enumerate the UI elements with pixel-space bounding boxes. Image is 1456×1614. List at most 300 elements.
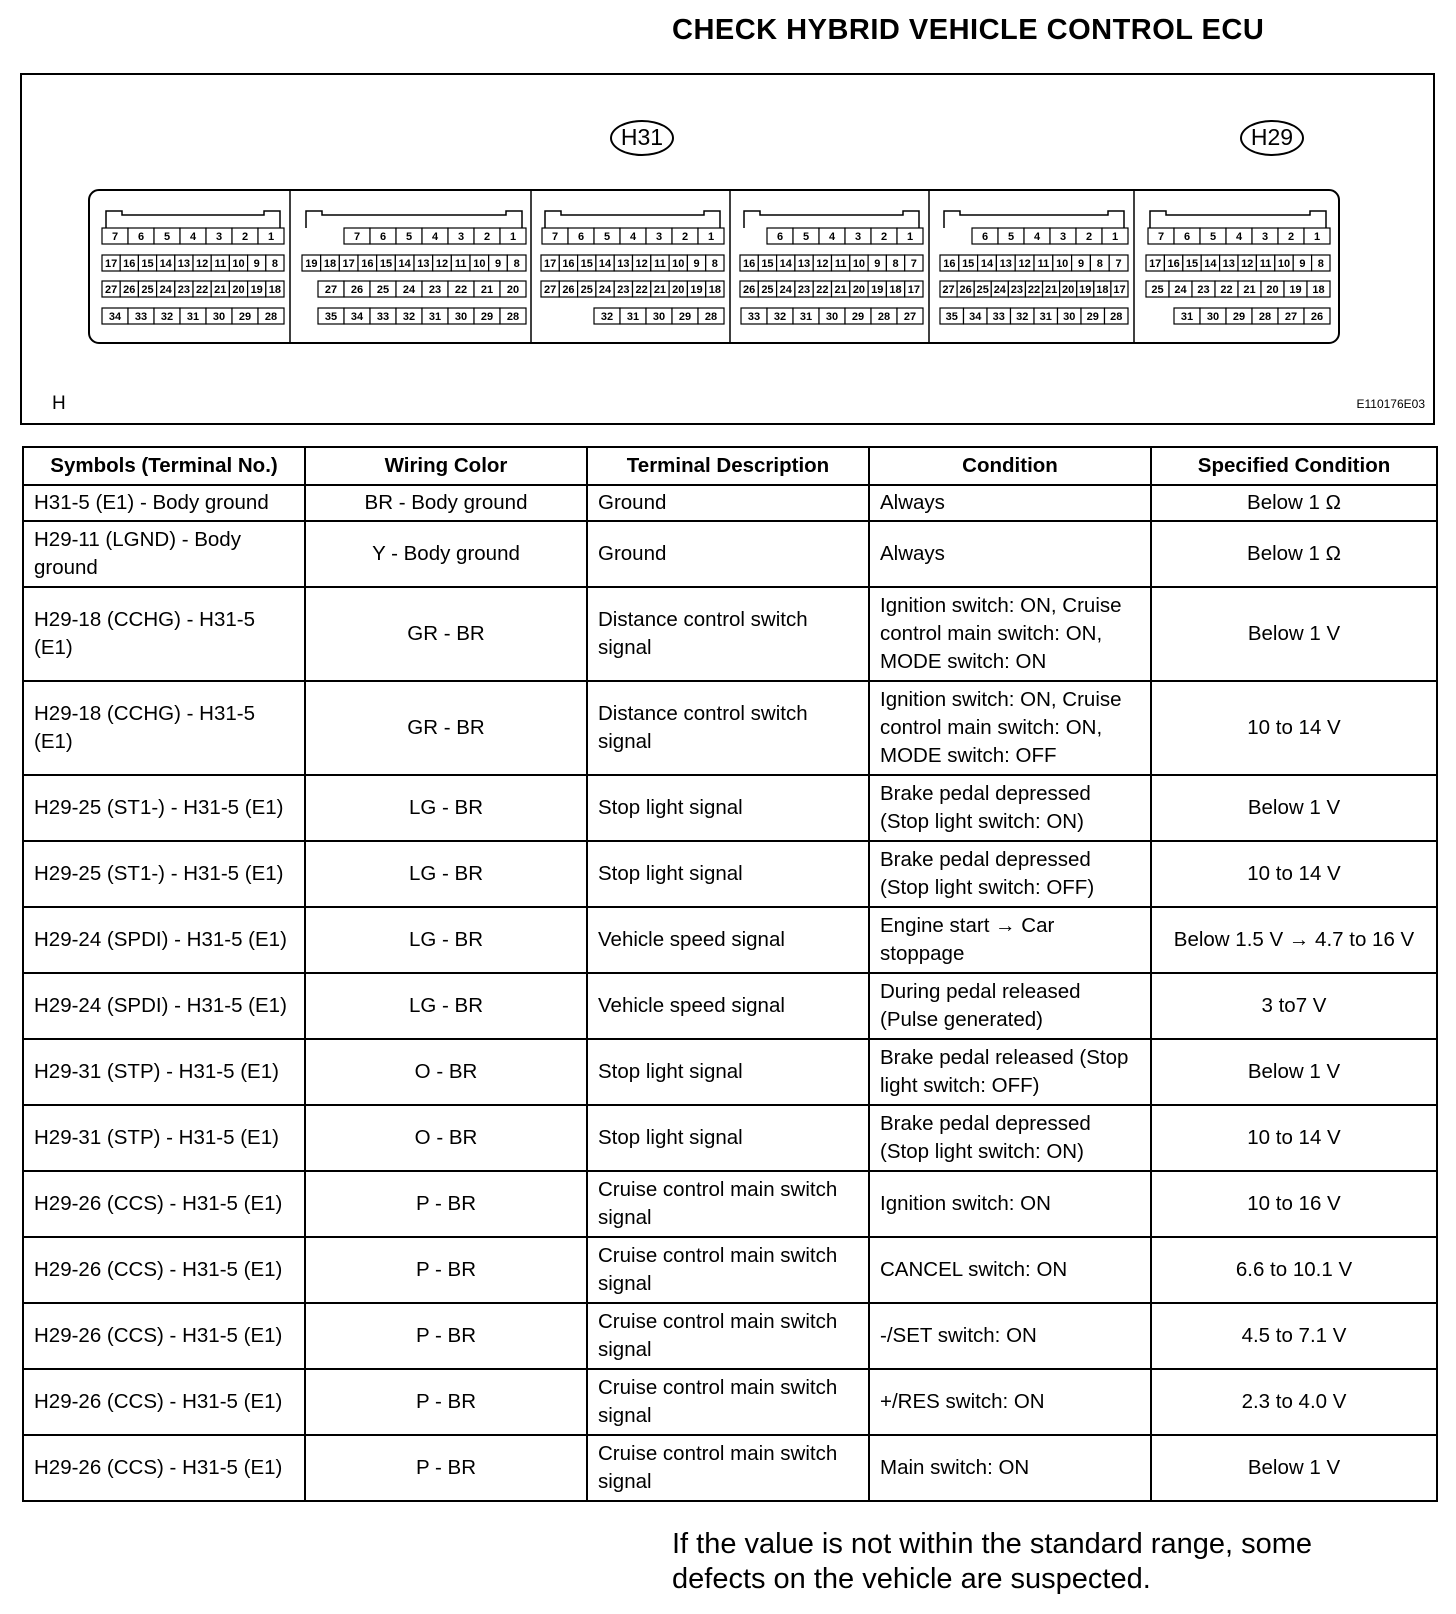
- pin-number: 1: [707, 231, 715, 243]
- pin-number: 19: [1289, 284, 1302, 296]
- pin-number: 14: [159, 258, 172, 270]
- pin-number: 20: [232, 284, 245, 296]
- header-terminal-description: Terminal Description: [587, 447, 869, 485]
- pin-number: 19: [250, 284, 263, 296]
- cell-wiring-color: LG - BR: [305, 973, 587, 1039]
- pin-number: 29: [851, 311, 865, 323]
- cell-symbol: H29-31 (STP) - H31-5 (E1): [23, 1039, 305, 1105]
- pin-number: 20: [852, 284, 866, 296]
- cell-wiring-color: P - BR: [305, 1435, 587, 1501]
- pin-number: 21: [1044, 284, 1058, 296]
- corner-label: H: [52, 393, 66, 414]
- connector-latch: [106, 211, 280, 228]
- cell-wiring-color: P - BR: [305, 1237, 587, 1303]
- pin-number: 3: [854, 231, 862, 243]
- pin-number: 8: [1096, 258, 1103, 270]
- pin-number: 21: [834, 284, 847, 296]
- header-symbols: Symbols (Terminal No.): [23, 447, 305, 485]
- table-row: [23, 1105, 1437, 1171]
- table-header-row: [23, 447, 1437, 485]
- pin-number: 30: [212, 311, 226, 323]
- pin-number: 11: [834, 258, 847, 270]
- cell-symbol: H29-18 (CCHG) - H31-5 (E1): [23, 681, 305, 775]
- cell-wiring-color: LG - BR: [305, 841, 587, 907]
- pin-number: 9: [1077, 258, 1085, 270]
- pin-number: 9: [693, 258, 700, 270]
- pin-number: 22: [454, 284, 468, 296]
- cell-specified: Below 1 V: [1151, 1039, 1437, 1105]
- pin-number: 24: [598, 284, 612, 296]
- pin-number: 17: [342, 258, 355, 270]
- pin-number: 29: [678, 311, 692, 323]
- pin-number: 25: [580, 284, 593, 296]
- pin-number: 9: [253, 258, 260, 270]
- pin-number: 12: [435, 258, 449, 270]
- pin-number: 18: [323, 258, 337, 270]
- pin-number: 2: [1085, 231, 1093, 243]
- pin-number: 10: [672, 258, 685, 270]
- pin-number: 23: [428, 284, 442, 296]
- cell-condition: +/RES switch: ON: [869, 1369, 1151, 1435]
- pin-number: 10: [1277, 258, 1291, 270]
- pin-number: 27: [544, 284, 557, 296]
- pin-number: 11: [654, 258, 666, 270]
- pin-number: 13: [617, 258, 630, 270]
- cell-wiring-color: P - BR: [305, 1171, 587, 1237]
- pin-number: 16: [743, 258, 756, 270]
- pin-number: 15: [1185, 258, 1199, 270]
- cell-condition: Ignition switch: ON, Cruise control main switch: ON, MODE switch: OFF: [869, 681, 1151, 775]
- cell-wiring-color: O - BR: [305, 1105, 587, 1171]
- pin-number: 28: [264, 311, 278, 323]
- pin-number: 6: [981, 231, 989, 243]
- pin-number: 16: [943, 258, 956, 270]
- pin-number: 12: [1018, 258, 1031, 270]
- pin-number: 26: [350, 284, 364, 296]
- cell-condition: Brake pedal depressed (Stop light switch: ON): [869, 1105, 1151, 1171]
- pin-number: 1: [906, 231, 914, 243]
- pin-number: 16: [361, 258, 374, 270]
- table-row: [23, 1303, 1437, 1369]
- connector-drawing: [22, 75, 1433, 423]
- pin-number: 25: [376, 284, 390, 296]
- pin-number: 7: [1115, 258, 1122, 270]
- pin-number: 33: [992, 311, 1005, 323]
- pin-number: 12: [1241, 258, 1254, 270]
- pin-number: 20: [506, 284, 520, 296]
- pin-number: 13: [1222, 258, 1235, 270]
- pin-number: 33: [134, 311, 148, 323]
- pin-number: 24: [402, 284, 416, 296]
- pin-number: 13: [797, 258, 811, 270]
- pin-number: 6: [776, 231, 784, 243]
- pin-number: 22: [1027, 284, 1041, 296]
- cell-description: Stop light signal: [587, 1039, 869, 1105]
- pin-number: 27: [104, 284, 118, 296]
- table-row: [23, 1435, 1437, 1501]
- pin-number: 27: [903, 311, 917, 323]
- pin-number: 21: [214, 284, 227, 296]
- cell-condition: Brake pedal depressed (Stop light switch: OFF): [869, 841, 1151, 907]
- pin-number: 31: [1180, 311, 1194, 323]
- cell-specified: Below 1.5 V → 4.7 to 16 V: [1151, 907, 1437, 973]
- pin-number: 23: [1010, 284, 1024, 296]
- pin-number: 17: [1149, 258, 1162, 270]
- pin-number: 2: [483, 231, 491, 243]
- pin-number: 19: [1079, 284, 1092, 296]
- pin-number: 20: [1062, 284, 1075, 296]
- pin-number: 34: [108, 311, 122, 323]
- pin-number: 22: [195, 284, 209, 296]
- cell-symbol: H29-26 (CCS) - H31-5 (E1): [23, 1435, 305, 1501]
- pin-number: 24: [993, 284, 1006, 296]
- connector-latch: [306, 211, 522, 228]
- pin-number: 3: [457, 231, 465, 243]
- pin-number: 35: [324, 311, 338, 323]
- cell-specified: Below 1 Ω: [1151, 485, 1437, 521]
- pin-number: 27: [1284, 311, 1298, 323]
- cell-symbol: H29-11 (LGND) - Body ground: [23, 521, 305, 587]
- pin-number: 12: [816, 258, 829, 270]
- pin-number: 30: [1206, 311, 1220, 323]
- pin-number: 8: [271, 258, 278, 270]
- cell-symbol: H31-5 (E1) - Body ground: [23, 485, 305, 521]
- header-specified-condition: Specified Condition: [1151, 447, 1437, 485]
- pin-number: 14: [1204, 258, 1217, 270]
- pin-number: 11: [454, 258, 467, 270]
- pin-number: 28: [1110, 311, 1123, 323]
- cell-condition: Main switch: ON: [869, 1435, 1151, 1501]
- pin-number: 19: [690, 284, 703, 296]
- pin-number: 21: [653, 284, 667, 296]
- pin-number: 7: [910, 258, 917, 270]
- pin-number: 21: [1243, 284, 1256, 296]
- pin-number: 4: [1235, 231, 1243, 243]
- cell-specified: 10 to 14 V: [1151, 841, 1437, 907]
- pin-number: 25: [1151, 284, 1164, 296]
- pin-number: 25: [976, 284, 989, 296]
- pin-number: 6: [379, 231, 387, 243]
- cell-condition: During pedal released (Pulse generated): [869, 973, 1151, 1039]
- pin-number: 27: [324, 284, 338, 296]
- pin-number: 24: [1174, 284, 1187, 296]
- pin-number: 1: [267, 231, 275, 243]
- cell-description: Stop light signal: [587, 1105, 869, 1171]
- pin-number: 24: [779, 284, 792, 296]
- cell-wiring-color: GR - BR: [305, 681, 587, 775]
- pin-number: 5: [1209, 231, 1217, 243]
- pin-number: 30: [454, 311, 468, 323]
- pin-number: 12: [195, 258, 209, 270]
- pin-number: 25: [761, 284, 774, 296]
- pin-number: 4: [189, 231, 197, 243]
- cell-specified: Below 1 V: [1151, 775, 1437, 841]
- cell-specified: Below 1 Ω: [1151, 521, 1437, 587]
- table-row: [23, 1039, 1437, 1105]
- pin-number: 1: [1111, 231, 1119, 243]
- connector-latch: [944, 211, 1124, 228]
- pin-number: 22: [635, 284, 648, 296]
- pin-number: 25: [141, 284, 154, 296]
- cell-wiring-color: LG - BR: [305, 907, 587, 973]
- pin-number: 18: [268, 284, 282, 296]
- pin-number: 21: [480, 284, 494, 296]
- pin-number: 22: [816, 284, 829, 296]
- table-row: [23, 485, 1437, 521]
- cell-description: Ground: [587, 521, 869, 587]
- connector-latch: [545, 211, 720, 228]
- cell-symbol: H29-25 (ST1-) - H31-5 (E1): [23, 775, 305, 841]
- pin-number: 11: [1259, 258, 1272, 270]
- cell-description: Ground: [587, 485, 869, 521]
- cell-description: Cruise control main switch signal: [587, 1237, 869, 1303]
- pin-number: 15: [962, 258, 975, 270]
- pin-number: 8: [711, 258, 718, 270]
- cell-symbol: H29-25 (ST1-) - H31-5 (E1): [23, 841, 305, 907]
- pin-number: 34: [350, 311, 364, 323]
- pin-number: 29: [238, 311, 252, 323]
- pin-number: 17: [544, 258, 557, 270]
- pin-number: 9: [874, 258, 881, 270]
- pin-number: 13: [417, 258, 430, 270]
- terminal-table: [22, 446, 1438, 1502]
- pin-number: 14: [398, 258, 411, 270]
- pin-number: 8: [892, 258, 899, 270]
- pin-number: 6: [137, 231, 145, 243]
- pin-number: 9: [494, 258, 502, 270]
- cell-condition: CANCEL switch: ON: [869, 1237, 1151, 1303]
- table-row: [23, 973, 1437, 1039]
- pin-number: 2: [880, 231, 888, 243]
- pin-number: 12: [635, 258, 648, 270]
- pin-number: 23: [177, 284, 191, 296]
- pin-number: 26: [562, 284, 575, 296]
- pin-number: 9: [1299, 258, 1306, 270]
- footer-note: If the value is not within the standard range, some defects on the vehicle are suspected.: [672, 1528, 1312, 1595]
- pin-number: 8: [513, 258, 520, 270]
- cell-wiring-color: Y - Body ground: [305, 521, 587, 587]
- pin-number: 32: [1016, 311, 1029, 323]
- cell-specified: 6.6 to 10.1 V: [1151, 1237, 1437, 1303]
- pin-number: 5: [603, 231, 611, 243]
- pin-number: 4: [828, 231, 836, 243]
- pin-number: 16: [562, 258, 575, 270]
- cell-description: Cruise control main switch signal: [587, 1435, 869, 1501]
- pin-number: 28: [704, 311, 718, 323]
- pin-number: 29: [480, 311, 494, 323]
- pin-number: 14: [598, 258, 612, 270]
- pin-number: 28: [506, 311, 520, 323]
- pin-number: 30: [1063, 311, 1076, 323]
- pin-number: 31: [186, 311, 200, 323]
- pin-number: 28: [877, 311, 891, 323]
- pin-number: 15: [379, 258, 393, 270]
- pin-number: 3: [215, 231, 223, 243]
- pin-number: 18: [708, 284, 721, 296]
- header-condition: Condition: [869, 447, 1151, 485]
- pin-number: 7: [353, 231, 361, 243]
- pin-number: 13: [177, 258, 191, 270]
- pin-number: 1: [509, 231, 517, 243]
- pin-number: 4: [1033, 231, 1041, 243]
- pin-number: 15: [761, 258, 774, 270]
- pin-number: 26: [123, 284, 136, 296]
- cell-symbol: H29-26 (CCS) - H31-5 (E1): [23, 1237, 305, 1303]
- pin-number: 8: [1317, 258, 1324, 270]
- pin-number: 17: [1113, 284, 1126, 296]
- connector-latch: [1150, 211, 1326, 228]
- cell-specified: 4.5 to 7.1 V: [1151, 1303, 1437, 1369]
- pin-number: 20: [1266, 284, 1279, 296]
- cell-wiring-color: GR - BR: [305, 587, 587, 681]
- pin-number: 6: [577, 231, 585, 243]
- table-row: [23, 1171, 1437, 1237]
- pin-number: 31: [428, 311, 442, 323]
- pin-number: 30: [652, 311, 666, 323]
- pin-number: 13: [999, 258, 1012, 270]
- cell-condition: Engine start → Car stoppage: [869, 907, 1151, 973]
- connector-label-h29: H29: [1240, 120, 1304, 156]
- cell-symbol: H29-24 (SPDI) - H31-5 (E1): [23, 973, 305, 1039]
- cell-description: Vehicle speed signal: [587, 973, 869, 1039]
- pin-number: 23: [1197, 284, 1210, 296]
- pin-number: 34: [969, 311, 982, 323]
- pin-number: 27: [942, 284, 955, 296]
- cell-wiring-color: P - BR: [305, 1369, 587, 1435]
- pin-number: 4: [629, 231, 637, 243]
- pin-number: 19: [305, 258, 318, 270]
- pin-number: 15: [141, 258, 154, 270]
- pin-number: 6: [1183, 231, 1191, 243]
- cell-symbol: H29-26 (CCS) - H31-5 (E1): [23, 1171, 305, 1237]
- pin-number: 10: [473, 258, 486, 270]
- header-wiring-color: Wiring Color: [305, 447, 587, 485]
- pin-number: 26: [959, 284, 972, 296]
- connector-diagram: [20, 73, 1435, 425]
- pin-number: 24: [159, 284, 172, 296]
- cell-specified: 2.3 to 4.0 V: [1151, 1369, 1437, 1435]
- cell-description: Cruise control main switch signal: [587, 1369, 869, 1435]
- pin-number: 10: [852, 258, 866, 270]
- pin-number: 35: [945, 311, 958, 323]
- cell-symbol: H29-26 (CCS) - H31-5 (E1): [23, 1369, 305, 1435]
- table-row: [23, 587, 1437, 681]
- pin-number: 16: [123, 258, 136, 270]
- cell-condition: Always: [869, 521, 1151, 587]
- pin-number: 32: [402, 311, 416, 323]
- pin-number: 5: [405, 231, 413, 243]
- pin-number: 18: [889, 284, 902, 296]
- table-row: [23, 681, 1437, 775]
- cell-description: Cruise control main switch signal: [587, 1171, 869, 1237]
- cell-wiring-color: O - BR: [305, 1039, 587, 1105]
- pin-number: 22: [1220, 284, 1233, 296]
- pin-number: 5: [802, 231, 810, 243]
- cell-specified: Below 1 V: [1151, 587, 1437, 681]
- cell-specified: 10 to 16 V: [1151, 1171, 1437, 1237]
- pin-number: 2: [241, 231, 249, 243]
- pin-number: 10: [232, 258, 245, 270]
- pin-number: 31: [1039, 311, 1052, 323]
- cell-wiring-color: P - BR: [305, 1303, 587, 1369]
- pin-number: 19: [871, 284, 884, 296]
- cell-symbol: H29-26 (CCS) - H31-5 (E1): [23, 1303, 305, 1369]
- cell-condition: -/SET switch: ON: [869, 1303, 1151, 1369]
- pin-number: 14: [980, 258, 994, 270]
- pin-number: 23: [797, 284, 811, 296]
- pin-number: 18: [1312, 284, 1325, 296]
- pin-number: 32: [600, 311, 614, 323]
- pin-number: 15: [580, 258, 593, 270]
- cell-description: Cruise control main switch signal: [587, 1303, 869, 1369]
- pin-number: 20: [672, 284, 685, 296]
- pin-number: 32: [160, 311, 174, 323]
- cell-condition: Ignition switch: ON, Cruise control main switch: ON, MODE switch: ON: [869, 587, 1151, 681]
- cell-description: Stop light signal: [587, 775, 869, 841]
- pin-number: 33: [747, 311, 761, 323]
- cell-description: Vehicle speed signal: [587, 907, 869, 973]
- cell-condition: Always: [869, 485, 1151, 521]
- cell-wiring-color: LG - BR: [305, 775, 587, 841]
- pin-number: 26: [743, 284, 756, 296]
- pin-number: 7: [111, 231, 119, 243]
- pin-number: 3: [1059, 231, 1067, 243]
- pin-number: 29: [1086, 311, 1099, 323]
- table-row: [23, 841, 1437, 907]
- pin-number: 3: [655, 231, 663, 243]
- cell-condition: Ignition switch: ON: [869, 1171, 1151, 1237]
- pin-number: 28: [1258, 311, 1272, 323]
- cell-wiring-color: BR - Body ground: [305, 485, 587, 521]
- cell-specified: 10 to 14 V: [1151, 1105, 1437, 1171]
- cell-symbol: H29-31 (STP) - H31-5 (E1): [23, 1105, 305, 1171]
- cell-specified: 3 to7 V: [1151, 973, 1437, 1039]
- pin-number: 17: [104, 258, 118, 270]
- page-title: CHECK HYBRID VEHICLE CONTROL ECU: [672, 14, 1265, 46]
- pin-number: 18: [1096, 284, 1109, 296]
- connector-label-h31: H31: [610, 120, 674, 156]
- pin-number: 2: [681, 231, 689, 243]
- table-row: [23, 1237, 1437, 1303]
- pin-number: 7: [551, 231, 559, 243]
- cell-symbol: H29-18 (CCHG) - H31-5 (E1): [23, 587, 305, 681]
- pin-number: 2: [1287, 231, 1295, 243]
- table-row: [23, 907, 1437, 973]
- pin-number: 31: [626, 311, 640, 323]
- pin-number: 11: [214, 258, 227, 270]
- figure-id: E110176E03: [1356, 397, 1425, 411]
- cell-condition: Brake pedal depressed (Stop light switch: ON): [869, 775, 1151, 841]
- table-row: [23, 775, 1437, 841]
- pin-number: 4: [431, 231, 439, 243]
- pin-number: 31: [799, 311, 813, 323]
- table-row: [23, 521, 1437, 587]
- cell-description: Distance control switch signal: [587, 587, 869, 681]
- pin-number: 30: [825, 311, 839, 323]
- pin-number: 5: [1007, 231, 1015, 243]
- pin-number: 5: [163, 231, 171, 243]
- pin-number: 3: [1261, 231, 1269, 243]
- pin-number: 32: [773, 311, 787, 323]
- cell-specified: Below 1 V: [1151, 1435, 1437, 1501]
- pin-number: 16: [1167, 258, 1180, 270]
- cell-description: Stop light signal: [587, 841, 869, 907]
- pin-number: 33: [376, 311, 390, 323]
- pin-number: 23: [617, 284, 630, 296]
- cell-condition: Brake pedal released (Stop light switch: OFF): [869, 1039, 1151, 1105]
- pin-number: 17: [907, 284, 920, 296]
- cell-description: Distance control switch signal: [587, 681, 869, 775]
